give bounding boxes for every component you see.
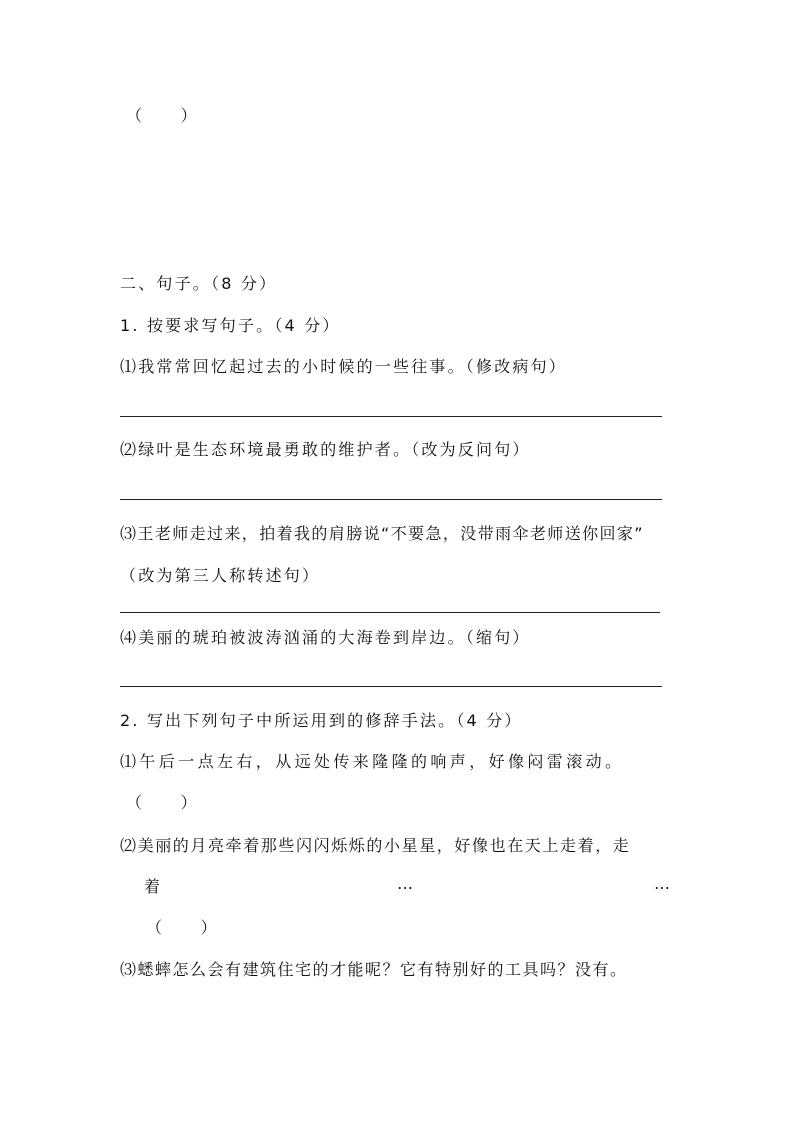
question-1-item-4: ⑷美丽的琥珀被波涛汹涌的大海卷到岸边。（缩句） <box>120 628 531 647</box>
ellipsis-mark: … <box>397 874 416 893</box>
ellipsis-mark: … <box>654 874 673 893</box>
question-2-heading: 2. 写出下列句子中所运用到的修辞手法。（4 分） <box>120 711 523 730</box>
question-2-item-2: ⑵美丽的月亮牵着那些闪闪烁烁的小星星，好像也在天上走着，走 <box>120 836 631 855</box>
question-1-item-3-note: （改为第三人称转述句） <box>120 566 321 585</box>
question-2-item-2-continuation: 着 <box>144 877 163 896</box>
answer-line[interactable] <box>120 612 660 613</box>
answer-blank: （ ） <box>126 793 199 812</box>
answer-line[interactable] <box>120 416 662 417</box>
question-2-item-3: ⑶蟋蟀怎么会有建筑住宅的才能呢？它有特别好的工具吗？没有。 <box>120 960 628 979</box>
section-heading: 二、句子。（8 分） <box>120 274 278 293</box>
answer-line[interactable] <box>120 686 662 687</box>
question-1-item-2: ⑵绿叶是生态环境最勇敢的维护者。（改为反问句） <box>120 440 531 459</box>
answer-blank: （ ） <box>126 106 199 125</box>
answer-blank: （ ） <box>146 918 219 937</box>
question-2-item-1: ⑴午后一点左右，从远处传来隆隆的响声，好像闷雷滚动。 <box>120 752 625 771</box>
question-1-item-1: ⑴我常常回忆起过去的小时候的一些往事。（修改病句） <box>120 357 568 376</box>
answer-line[interactable] <box>120 499 662 500</box>
question-1-heading: 1. 按要求写句子。（4 分） <box>120 316 341 335</box>
question-1-item-3: ⑶王老师走过来，拍着我的肩膀说“不要急，没带雨伞老师送你回家” <box>120 524 644 543</box>
